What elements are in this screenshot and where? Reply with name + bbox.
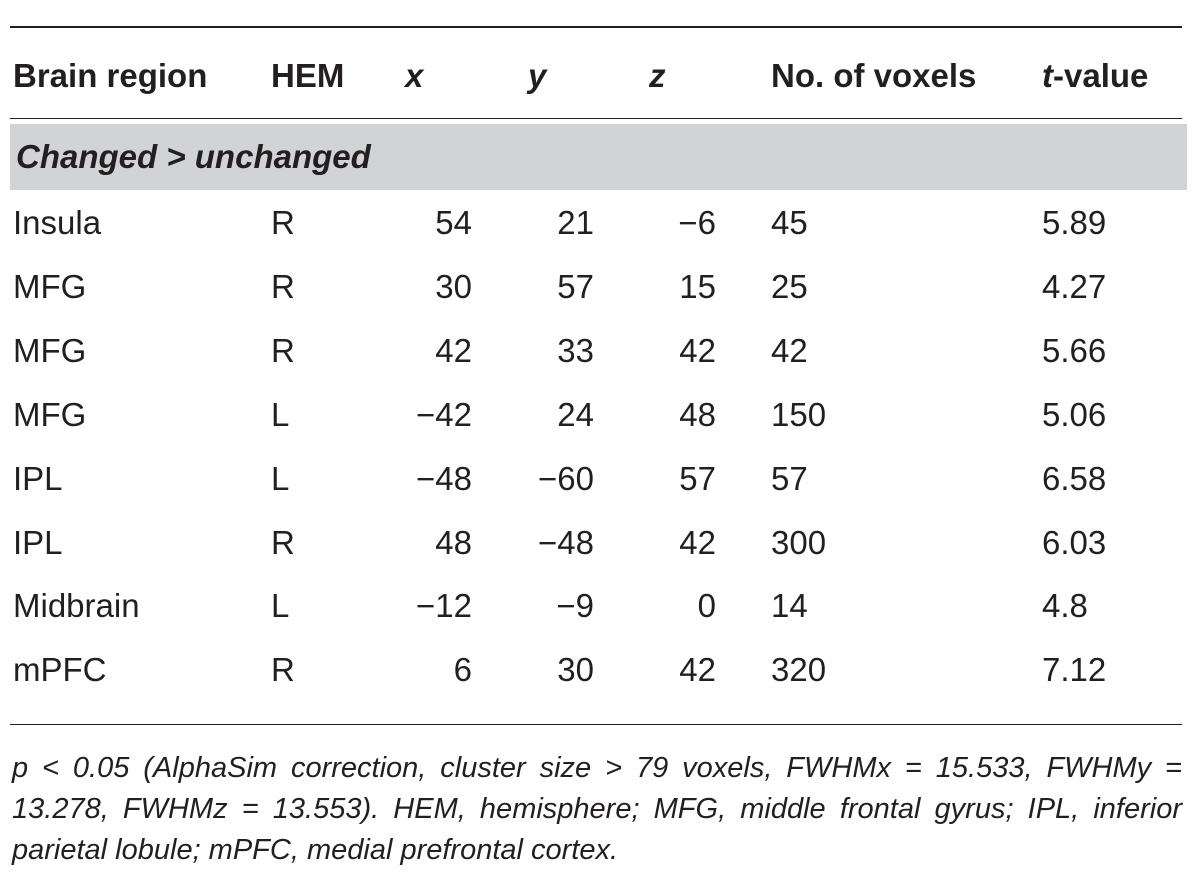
header-brain-region: Brain region [13, 57, 208, 94]
header-y: y [528, 57, 547, 94]
cell-x: 48 [435, 523, 472, 561]
cell-z: 42 [679, 651, 716, 689]
table-header-rule [10, 118, 1182, 119]
cell-hem: R [271, 523, 295, 561]
cell-t-value: 7.12 [1042, 651, 1107, 689]
table-row [0, 331, 1200, 395]
header-x: x [405, 57, 424, 94]
cell-brain-region: MFG [13, 267, 87, 305]
cell-y: −48 [538, 523, 594, 561]
cell-brain-region: Insula [13, 204, 102, 241]
cell-voxels: 25 [771, 267, 808, 305]
table-row [0, 203, 1200, 267]
cell-z: −6 [678, 204, 716, 241]
cell-brain-region: IPL [13, 459, 63, 497]
cell-y: 21 [557, 204, 594, 241]
cell-t-value: 5.66 [1042, 331, 1107, 369]
cell-y: 57 [557, 267, 594, 305]
cell-hem: L [271, 587, 290, 625]
section-label: Changed > unchanged [16, 138, 371, 175]
cell-z: 48 [679, 395, 716, 433]
cell-x: −48 [416, 459, 472, 497]
table-row [0, 586, 1200, 650]
cell-t-value: 4.27 [1042, 267, 1107, 305]
cell-brain-region: MFG [13, 331, 87, 369]
header-z: z [649, 57, 666, 94]
cell-y: 24 [557, 395, 594, 433]
table-top-rule [10, 26, 1182, 28]
cell-hem: L [271, 395, 290, 433]
cell-voxels: 300 [771, 523, 827, 561]
cell-hem: L [271, 459, 290, 497]
cell-x: −42 [416, 395, 472, 433]
cell-t-value: 6.58 [1042, 459, 1107, 497]
cell-voxels: 150 [771, 395, 827, 433]
table-row [0, 523, 1200, 587]
table-row [0, 395, 1200, 459]
cell-t-value: 5.06 [1042, 395, 1107, 433]
cell-t-value: 4.8 [1042, 587, 1088, 625]
cell-brain-region: MFG [13, 395, 87, 433]
cell-z: 57 [679, 459, 716, 497]
cell-voxels: 42 [771, 331, 808, 369]
cell-x: 6 [453, 651, 472, 689]
table-row [0, 650, 1200, 714]
header-hem: HEM [271, 57, 345, 94]
cell-y: −60 [538, 459, 594, 497]
cell-hem: R [271, 204, 295, 241]
cell-voxels: 320 [771, 651, 827, 689]
cell-z: 15 [679, 267, 716, 305]
cell-brain-region: Midbrain [13, 587, 140, 625]
cell-x: −12 [416, 587, 472, 625]
cell-x: 42 [435, 331, 472, 369]
cell-y: −9 [556, 587, 594, 625]
cell-z: 42 [679, 331, 716, 369]
cell-brain-region: mPFC [13, 651, 107, 689]
cell-voxels: 57 [771, 459, 808, 497]
header-t-value [1042, 56, 1148, 96]
cell-x: 54 [435, 204, 472, 241]
table-footnote: p < 0.05 (AlphaSim correction, cluster size > 79 voxels, FWHMx = 15.533, FWHMy = 13.278, FWHMz = 13.553). HEM, hemisphere; MFG, middle frontal gyrus; IPL, inferior parietal lobule; mPFC, medial prefrontal cortex. [12, 752, 1182, 866]
cell-z: 0 [697, 587, 716, 625]
header-t-suffix: -value [1053, 57, 1149, 94]
table-row [0, 267, 1200, 331]
cell-hem: R [271, 267, 295, 305]
cell-brain-region: IPL [13, 523, 63, 561]
cell-voxels: 14 [771, 587, 808, 625]
cell-z: 42 [679, 523, 716, 561]
cell-voxels: 45 [771, 204, 808, 241]
header-no-of-voxels: No. of voxels [771, 57, 977, 94]
cell-y: 33 [557, 331, 594, 369]
cell-hem: R [271, 331, 295, 369]
cell-hem: R [271, 651, 295, 689]
cell-y: 30 [557, 651, 594, 689]
header-t-italic: t [1042, 57, 1053, 94]
cell-t-value: 5.89 [1042, 204, 1107, 241]
table-bottom-rule [10, 724, 1182, 725]
table-row [0, 459, 1200, 523]
cell-t-value: 6.03 [1042, 523, 1107, 561]
cell-x: 30 [435, 267, 472, 305]
